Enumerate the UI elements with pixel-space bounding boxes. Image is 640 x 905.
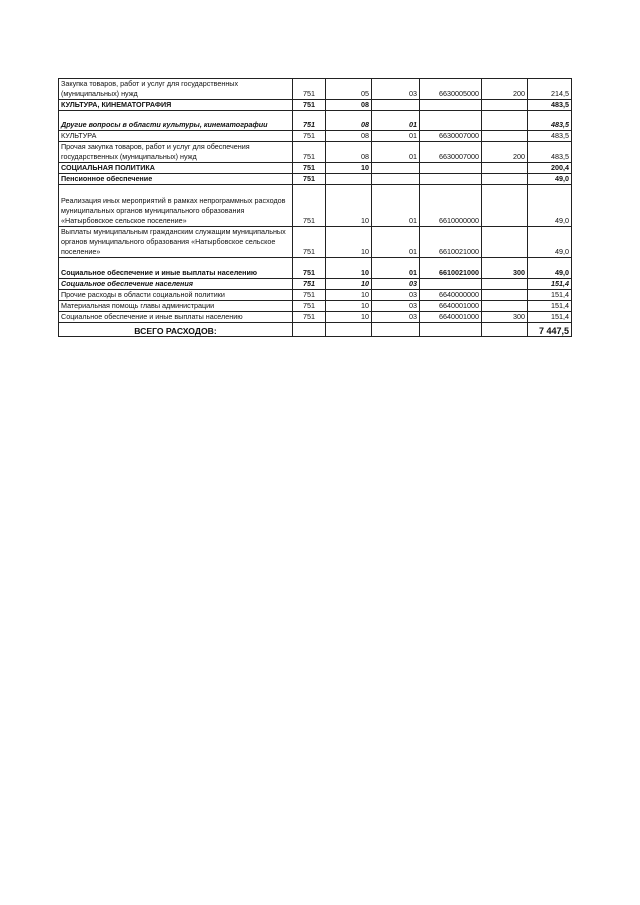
row-vr: 300 xyxy=(482,312,528,323)
row-razdel: 10 xyxy=(326,185,372,227)
table-row xyxy=(59,100,572,111)
table-row xyxy=(59,163,572,174)
row-name: Пенсионное обеспечение xyxy=(59,174,293,185)
budget-expenses-table xyxy=(58,78,572,337)
row-glava: 751 xyxy=(293,185,326,227)
table-body xyxy=(59,79,572,323)
row-glava: 751 xyxy=(293,279,326,290)
row-name: Социальное обеспечение населения xyxy=(59,279,293,290)
table-row xyxy=(59,131,572,142)
table-row xyxy=(59,174,572,185)
row-amount: 200,4 xyxy=(528,163,572,174)
row-csr: 6610021000 xyxy=(420,227,482,258)
row-razdel: 08 xyxy=(326,111,372,131)
row-razdel: 08 xyxy=(326,142,372,163)
row-csr xyxy=(420,100,482,111)
row-razdel: 10 xyxy=(326,301,372,312)
table-row xyxy=(59,312,572,323)
row-vr xyxy=(482,185,528,227)
total-empty-cell xyxy=(420,323,482,337)
row-podrazdel: 01 xyxy=(372,142,420,163)
total-amount: 7 447,5 xyxy=(528,323,572,337)
row-glava: 751 xyxy=(293,131,326,142)
row-podrazdel: 03 xyxy=(372,279,420,290)
row-razdel: 05 xyxy=(326,79,372,100)
row-amount: 49,0 xyxy=(528,258,572,279)
row-amount: 483,5 xyxy=(528,142,572,163)
row-vr xyxy=(482,163,528,174)
row-razdel: 10 xyxy=(326,227,372,258)
row-podrazdel: 03 xyxy=(372,301,420,312)
row-razdel: 10 xyxy=(326,312,372,323)
row-glava: 751 xyxy=(293,163,326,174)
row-razdel: 10 xyxy=(326,163,372,174)
row-csr: 6610000000 xyxy=(420,185,482,227)
table-row xyxy=(59,79,572,100)
row-name: Реализация иных мероприятий в рамках непрограммных расходов муниципальных органов муниципального образования «Натырбовское сельское поселение» xyxy=(59,185,293,227)
table-row xyxy=(59,279,572,290)
total-empty-cell xyxy=(293,323,326,337)
row-razdel: 08 xyxy=(326,100,372,111)
row-amount: 151,4 xyxy=(528,312,572,323)
row-name: Материальная помощь главы администрации xyxy=(59,301,293,312)
row-name: КУЛЬТУРА, КИНЕМАТОГРАФИЯ xyxy=(59,100,293,111)
row-glava: 751 xyxy=(293,258,326,279)
row-podrazdel: 01 xyxy=(372,258,420,279)
row-glava: 751 xyxy=(293,227,326,258)
row-amount: 151,4 xyxy=(528,279,572,290)
row-podrazdel: 01 xyxy=(372,185,420,227)
row-razdel: 10 xyxy=(326,258,372,279)
row-razdel: 08 xyxy=(326,131,372,142)
row-csr xyxy=(420,111,482,131)
row-vr: 200 xyxy=(482,142,528,163)
row-name: Выплаты муниципальным гражданским служащим муниципальных органов муниципального образования «Натырбовское сельское поселение» xyxy=(59,227,293,258)
row-amount: 151,4 xyxy=(528,301,572,312)
row-vr xyxy=(482,131,528,142)
row-csr: 6640000000 xyxy=(420,290,482,301)
row-vr: 200 xyxy=(482,79,528,100)
row-podrazdel: 03 xyxy=(372,312,420,323)
total-empty-cell xyxy=(326,323,372,337)
row-name: Прочие расходы в области социальной политики xyxy=(59,290,293,301)
row-vr xyxy=(482,174,528,185)
table-row xyxy=(59,142,572,163)
row-amount: 49,0 xyxy=(528,174,572,185)
total-empty-cell xyxy=(372,323,420,337)
row-podrazdel: 01 xyxy=(372,111,420,131)
table-row xyxy=(59,301,572,312)
row-csr xyxy=(420,174,482,185)
row-vr xyxy=(482,279,528,290)
total-empty-cell xyxy=(482,323,528,337)
row-name: Закупка товаров, работ и услуг для государственных (муниципальных) нужд xyxy=(59,79,293,100)
row-glava: 751 xyxy=(293,100,326,111)
row-razdel xyxy=(326,174,372,185)
table-row xyxy=(59,227,572,258)
row-name: Социальное обеспечение и иные выплаты населению xyxy=(59,312,293,323)
row-vr xyxy=(482,290,528,301)
row-amount: 483,5 xyxy=(528,100,572,111)
row-name: СОЦИАЛЬНАЯ ПОЛИТИКА xyxy=(59,163,293,174)
row-amount: 49,0 xyxy=(528,227,572,258)
row-podrazdel xyxy=(372,163,420,174)
row-name: Другие вопросы в области культуры, кинематографии xyxy=(59,111,293,131)
row-name: КУЛЬТУРА xyxy=(59,131,293,142)
row-amount: 483,5 xyxy=(528,131,572,142)
row-vr xyxy=(482,227,528,258)
row-csr: 6630005000 xyxy=(420,79,482,100)
row-vr xyxy=(482,100,528,111)
row-csr: 6630007000 xyxy=(420,131,482,142)
row-vr xyxy=(482,301,528,312)
row-razdel: 10 xyxy=(326,279,372,290)
row-glava: 751 xyxy=(293,301,326,312)
row-glava: 751 xyxy=(293,111,326,131)
total-label: ВСЕГО РАСХОДОВ: xyxy=(59,323,293,337)
table-row xyxy=(59,111,572,131)
row-glava: 751 xyxy=(293,312,326,323)
row-amount: 49,0 xyxy=(528,185,572,227)
row-csr: 6640001000 xyxy=(420,301,482,312)
row-podrazdel: 03 xyxy=(372,290,420,301)
row-amount: 214,5 xyxy=(528,79,572,100)
row-csr: 6610021000 xyxy=(420,258,482,279)
row-csr: 6640001000 xyxy=(420,312,482,323)
row-amount: 483,5 xyxy=(528,111,572,131)
row-podrazdel: 03 xyxy=(372,79,420,100)
row-vr: 300 xyxy=(482,258,528,279)
total-row xyxy=(59,323,572,337)
row-podrazdel: 01 xyxy=(372,227,420,258)
table-row xyxy=(59,185,572,227)
row-glava: 751 xyxy=(293,174,326,185)
row-glava: 751 xyxy=(293,79,326,100)
row-glava: 751 xyxy=(293,142,326,163)
row-glava: 751 xyxy=(293,290,326,301)
row-amount: 151,4 xyxy=(528,290,572,301)
row-name: Прочая закупка товаров, работ и услуг для обеспечения государственных (муниципальных) нужд xyxy=(59,142,293,163)
row-csr xyxy=(420,163,482,174)
row-podrazdel: 01 xyxy=(372,131,420,142)
row-podrazdel xyxy=(372,174,420,185)
table-row xyxy=(59,258,572,279)
table-row xyxy=(59,290,572,301)
row-vr xyxy=(482,111,528,131)
row-csr xyxy=(420,279,482,290)
row-razdel: 10 xyxy=(326,290,372,301)
row-name: Социальное обеспечение и иные выплаты населению xyxy=(59,258,293,279)
row-podrazdel xyxy=(372,100,420,111)
row-csr: 6630007000 xyxy=(420,142,482,163)
